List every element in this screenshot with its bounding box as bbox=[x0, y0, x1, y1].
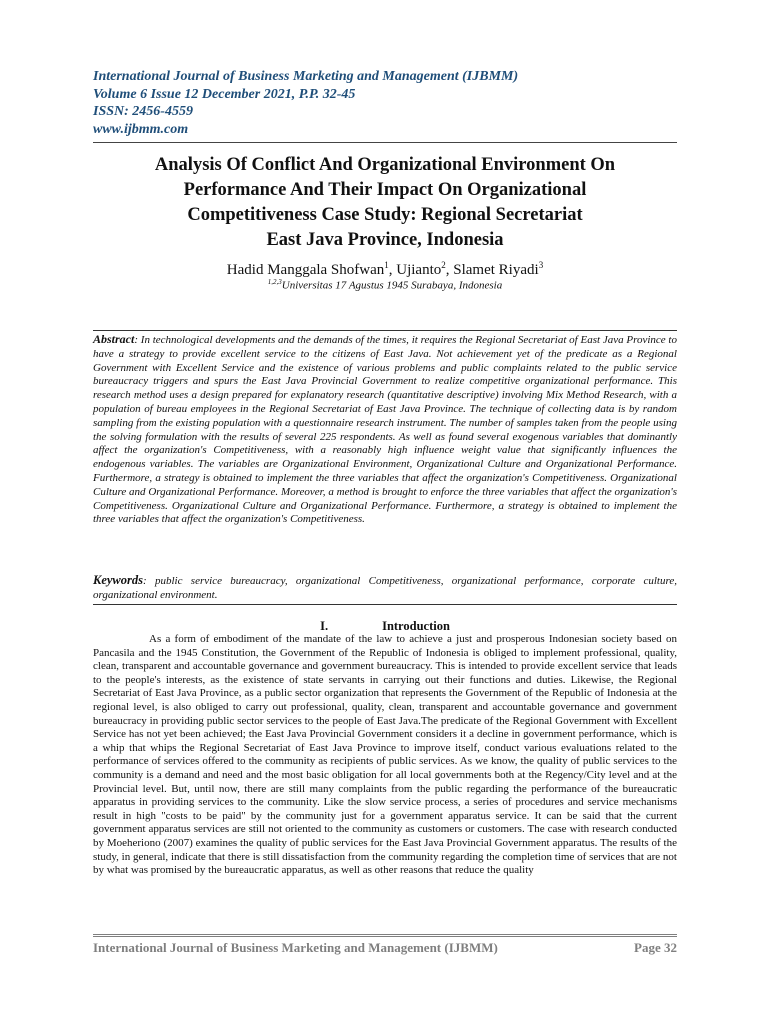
journal-header bbox=[93, 68, 693, 138]
title-line: Analysis Of Conflict And Organizational Environment On bbox=[154, 155, 616, 175]
introduction-paragraph: As a form of embodiment of the mandate of the law to achieve a just and prosperous Indonesian society based on Pancasila and the 1945 Constitution, the Government of the Republic of Indonesia is obliged to implement professional, quality, clean, transparent and accountable governance and government bureaucracy. This is intended to provide excellent service that leads to the people's interests, as the existence of state servants in carrying out their functions and duties. Likewise, the Regional Secretariat of East Java Province, as a public sector organization that represents the Government of the Republic of Indonesia at the regional level, is also obliged to carry out professional, quality, clean, transparent and accountable governance and government bureaucracy in providing public sector services to the people of East Java.The predicate of the Regional Government with Excellent Service has not yet been achieved; the East Java Provincial Government considers it a decline in government performance, which is a whip that whips the Regional Secretariat of East Java Province to improve itself, conduct various evaluations related to the performance of services offered to the community as recipients of public services. As we know, the quality of public services to the community is a demand and need and the most basic obligation for all local governments both at the Regency/City level and at the Provincial level. But, until now, there are still many complaints from the public regarding the performance of the bureaucratic apparatus in providing services to the community. Like the slow service process, a series of procedures and service mechanisms result in high "costs to be paid" by the community just for a government apparatus service. It can be said that the current government apparatus services are still not oriented to the community as customers or customers. The case with research conducted by Moeheriono (2007) examines the quality of public services for the East Java Provincial Government apparatus. The results of the study, in general, indicate that there is still dissatisfaction from the community regarding the completion time of services that are not by what was promised by the bureaucratic apparatus, as well as other reasons that reduce the quality bbox=[93, 633, 677, 877]
author-name: Ujianto bbox=[396, 262, 442, 278]
keywords bbox=[93, 573, 677, 602]
section-number: I. bbox=[320, 619, 329, 633]
page-number: Page 32 bbox=[634, 940, 677, 955]
paper-title bbox=[93, 153, 677, 253]
author-affiliation-mark: 3 bbox=[538, 260, 544, 270]
footer-journal-name: International Journal of Business Marketing and Management (IJBMM) bbox=[93, 940, 498, 955]
keywords-divider bbox=[93, 604, 677, 605]
affiliation-text: Universitas 17 Agustus 1945 Surabaya, Indonesia bbox=[281, 279, 503, 292]
footer-divider bbox=[93, 934, 677, 937]
journal-volume: Volume 6 Issue 12 December 2021, P.P. 32-45 bbox=[93, 86, 356, 102]
section-heading bbox=[93, 619, 677, 633]
keywords-label: Keywords bbox=[93, 573, 143, 587]
author-separator: , bbox=[388, 262, 397, 278]
abstract-text: : In technological developments and the demands of the times, it requires the Regional Secretariat of East Java Province to have a strategy to provide excellent service to the citizens of East Java. Not achievement yet of the predicate as a Regional Government with Excellent Service and the existence of various problems and public complaints related to the public service bureaucracy triggers and spurs the East Java Provincial Government to realize competitive organizational performance. This research method uses a design prepared for explanatory research (quantitative descriptive) involving Mix Method Research, with a population of bureau employees in the Regional Secretariat of East Java Province. The technique of collecting data is by random sampling from the existing population with a questionnaire research instrument. The number of samples taken from the people using the solving formulation with the results of several 225 respondents. As well as found several exogenous variables that dominantly affect the organization's Competitiveness, with a reasonably high influence weight value that significantly influences the endogenous variables. The variables are Organizational Environment, Organizational Culture and Organizational Performance. Furthermore, a strategy is obtained to implement the three variables that affect the organization's Competitiveness. Organizational Culture and Organizational Performance. Moreover, a method is brought to enforce the three variables that affect the organization's Competitiveness. Organizational Culture and Organizational Performance. Furthermore, a strategy is obtained to implement the three variables that affect the organization's Competitiveness. bbox=[93, 334, 677, 526]
abstract-divider bbox=[93, 330, 677, 331]
affiliation-mark: 1,2,3 bbox=[267, 278, 282, 286]
author-affiliation-mark: 1 bbox=[384, 260, 389, 270]
title-line: Performance And Their Impact On Organizational bbox=[183, 180, 587, 200]
title-line: Competitiveness Case Study: Regional Secretariat bbox=[187, 205, 583, 225]
page-footer bbox=[93, 940, 677, 956]
keywords-text: : public service bureaucracy, organizational Competitiveness, organizational performance, corporate culture, organizational environment. bbox=[93, 575, 677, 601]
section-title: Introduction bbox=[382, 619, 450, 633]
journal-issn: ISSN: 2456-4559 bbox=[93, 104, 193, 119]
header-divider bbox=[93, 142, 677, 143]
journal-website-link[interactable]: www.ijbmm.com bbox=[93, 121, 189, 137]
affiliation bbox=[93, 275, 677, 293]
author-name: Hadid Manggala Shofwan bbox=[226, 262, 385, 278]
author-name: Slamet Riyadi bbox=[453, 262, 539, 278]
journal-name: International Journal of Business Marketing and Management (IJBMM) bbox=[93, 69, 519, 84]
abstract-label: Abstract bbox=[93, 332, 135, 346]
abstract bbox=[93, 333, 677, 527]
author-separator: , bbox=[445, 262, 454, 278]
author-affiliation-mark: 2 bbox=[441, 260, 446, 270]
title-line: East Java Province, Indonesia bbox=[266, 230, 504, 250]
